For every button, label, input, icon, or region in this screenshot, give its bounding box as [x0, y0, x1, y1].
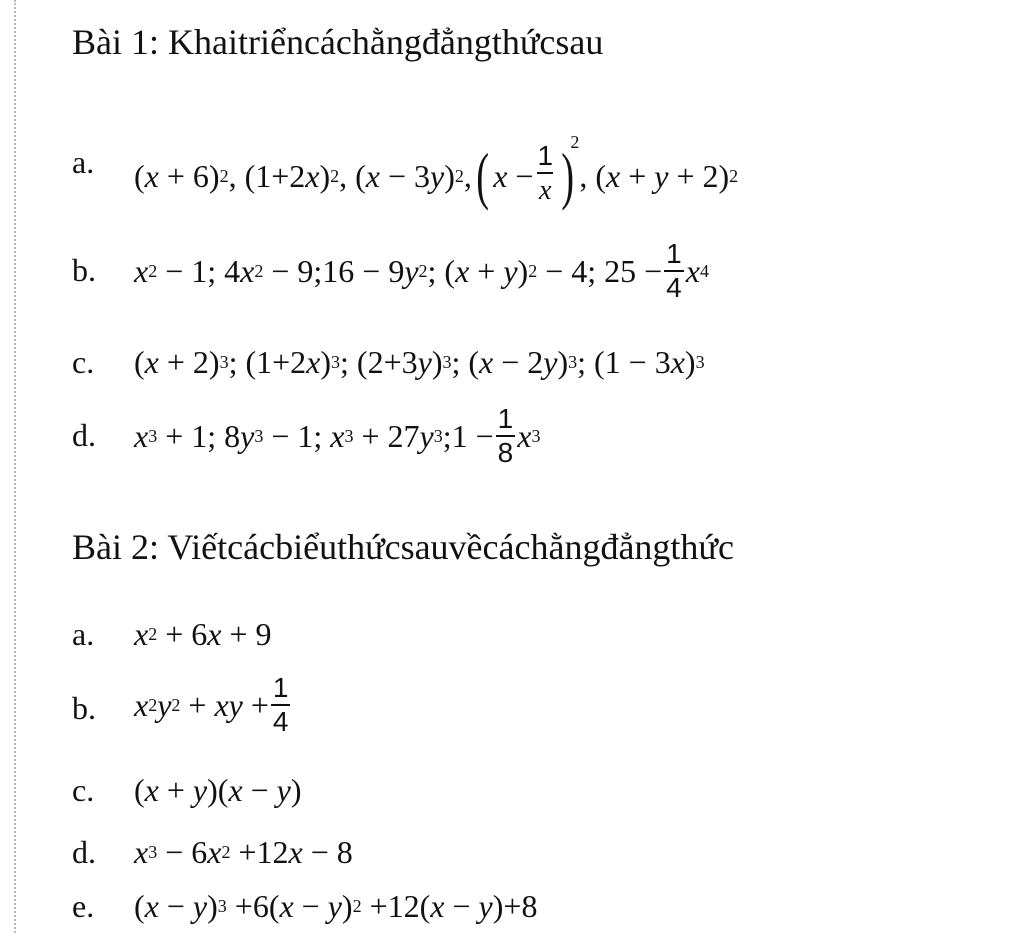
- math-expression: x 2 + 6 x + 9: [134, 616, 272, 652]
- item-label: d.: [72, 834, 96, 870]
- item-label: b.: [72, 690, 96, 726]
- page-margin-rule: [14, 0, 16, 933]
- item-label: d.: [72, 417, 96, 453]
- item-label: e.: [72, 888, 95, 924]
- math-expression: x 2 y 2 + xy + $\frac{1}{4}$: [134, 672, 289, 737]
- math-expression: ( x + y )( x − y ): [134, 772, 302, 808]
- item-label: b.: [72, 252, 96, 288]
- math-expression: ( x + 2) 3 ; (1+2 x ) 3 ; (2+3 y ) 3 ; ( x − 2 y ) 3 ; (1 − 3 x ) 3: [134, 344, 705, 380]
- item-label: c.: [72, 772, 95, 808]
- exercise-2-title: Bài 2: Viếtcácbiểuthứcsauvềcáchằngđẳngthức: [72, 527, 734, 567]
- math-expression: x 3 − 6 x 2 +12 x − 8: [134, 834, 353, 870]
- item-label: a.: [72, 616, 95, 652]
- math-expression: ( x + 6) 2 , (1+2 x ) 2 , ( x − 3 y ) 2 , ( x − $\frac{1}{x}$ ) 2 , ( x + y + 2) 2: [134, 131, 739, 211]
- item-label: a.: [72, 144, 95, 180]
- item-label: c.: [72, 344, 95, 380]
- math-expression: x 2 − 1; 4 x 2 − 9;16 − 9 y 2 ; ( x + y ) 2 − 4; 25 − $\frac{1}{4}$ x 4: [134, 238, 709, 303]
- exercise-1-title: Bài 1: Khaitriểncáchằngđẳngthứcsau: [72, 22, 604, 62]
- math-expression: x 3 + 1; 8 y 3 − 1; x 3 + 27 y 3 ;1 − $\frac{1}{8}$ x 3: [134, 403, 541, 468]
- math-expression: ( x − y ) 3 +6( x − y ) 2 +12( x − y )+8: [134, 888, 538, 924]
